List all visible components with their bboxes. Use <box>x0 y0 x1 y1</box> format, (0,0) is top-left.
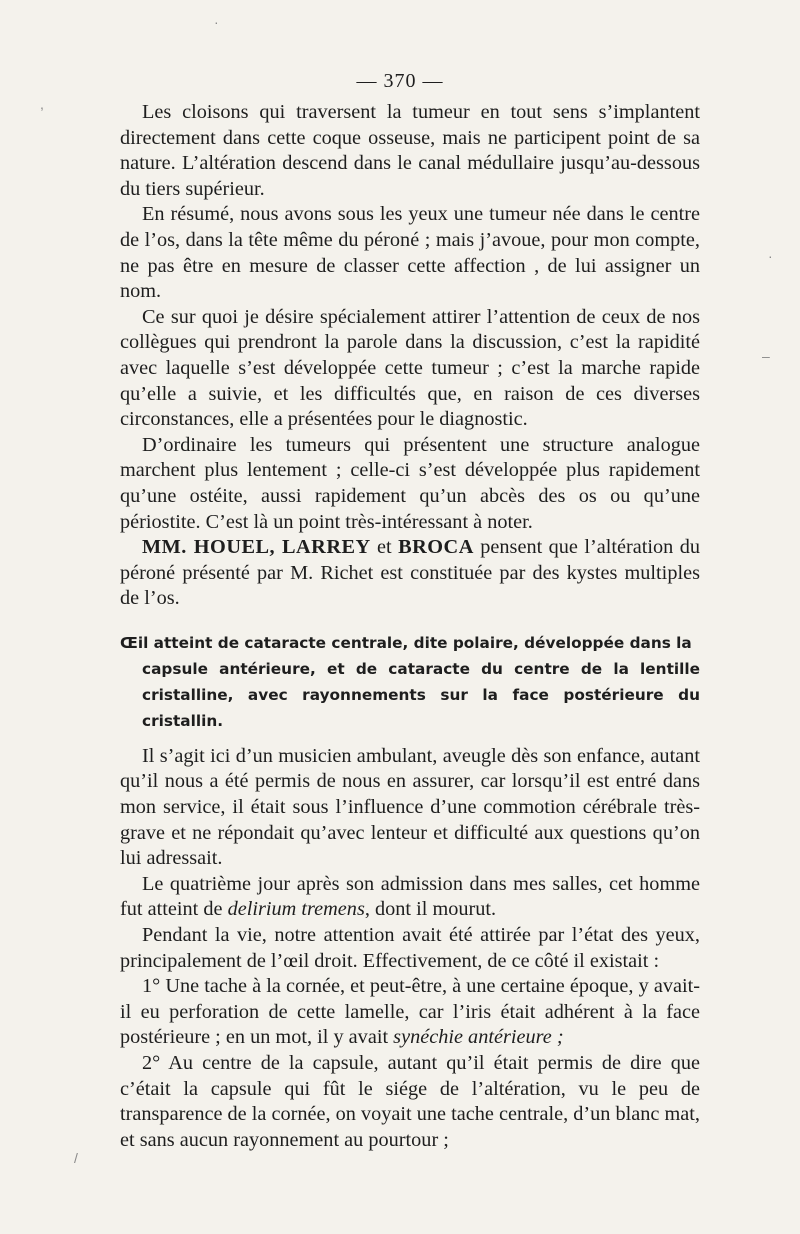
paragraph-item-2: 2° Au centre de la capsule, autant qu’il était permis de dire que c’était la capsule qui fût le siége de l’altération, vu le peu de transparence de la cornée, on voyait une tache centrale, d’un blanc mat, et sans aucun rayonnement au pourtour ; <box>120 1052 700 1151</box>
scan-speck: · <box>768 248 773 264</box>
paragraph-cloisons: Les cloisons qui traversent la tumeur en tout sens s’implantent directement dans cette coque osseuse, mais ne participent point de sa nature. L’altération descend dans le canal médullaire jusqu’au-dessous du tiers supérieur. <box>120 101 700 200</box>
names-rest: pensent que l’altération du péroné présenté par M. Richet est constituée par des kystes multiples de l’os. <box>120 536 700 610</box>
paragraph-ordinaire: D’ordinaire les tumeurs qui présentent une structure analogue marchent plus lentement ; celle-ci s’est développée plus rapidement qu’une ostéite, aussi rapidement qu’un abcès des os ou qu’une périostite. C’est là un point très-intéressant à noter. <box>120 433 700 533</box>
names-broca: BROCA <box>398 536 474 559</box>
section-heading-line2: capsule antérieure, et de cataracte du centre de la lentille cristalline, avec rayonnements sur la face postérieure du cristallin. <box>142 659 700 730</box>
paragraph-pendant-la-vie: Pendant la vie, notre attention avait été attirée par l’état des yeux, principalement de l’œil droit. Effectivement, de ce côté il existait : <box>120 924 700 972</box>
paragraph-names <box>120 535 700 612</box>
p6-before: Le quatrième jour après son admission dans mes salles, cet homme fut atteint de <box>120 872 700 921</box>
paragraph-resume: En résumé, nous avons sous les yeux une tumeur née dans le centre de l’os, dans la tête même du péroné ; mais j’avoue, pour mon compte, ne pas être en mesure de classer cette affection , de lui assigner un nom. <box>120 203 700 303</box>
section-heading <box>120 630 700 734</box>
paragraph-item-1 <box>120 974 700 1051</box>
paragraph-attention: Ce sur quoi je désire spécialement attirer l’attention de ceux de nos collègues qui prendront la parole dans la discussion, c’est la rapidité avec laquelle s’est développée cette tumeur ; c’est la marche rapide qu’elle a suivie, et les difficultés que, en raison de ces diverses circonstances, elle a présentées pour le diagnostic. <box>120 305 700 431</box>
p6-italic: delirium tremens <box>227 898 365 921</box>
p6-after: , dont il mourut. <box>364 898 497 921</box>
p8-italic: synéchie antérieure ; <box>393 1026 564 1049</box>
scan-speck: / <box>74 1150 78 1166</box>
paragraph-quatrieme-jour <box>120 872 700 923</box>
paragraph-musicien: Il s’agit ici d’un musicien ambulant, aveugle dès son enfance, autant qu’il nous a été permis de nous en assurer, car lorsqu’il est entré dans mon service, il était sous l’influence d’une commotion cérébrale très-grave et ne répondait qu’avec lenteur et difficulté aux questions qu’on lui adressait. <box>120 744 700 870</box>
names-houel-larrey: MM. HOUEL, LARREY <box>142 536 371 559</box>
names-connector: et <box>370 536 399 559</box>
section-heading-line1: Œil atteint de cataracte centrale, dite polaire, développée dans la <box>120 633 692 652</box>
page-body <box>120 100 700 1153</box>
page-number: — 370 — <box>356 70 444 92</box>
p8-before: 1° Une tache à la cornée, et peut-être, à une certaine époque, y avait-il eu perforation de cette lamelle, car l’iris était adhérent à la face postérieure ; en un mot, il y avait <box>120 975 700 1049</box>
scan-speck: , <box>40 96 44 112</box>
scan-mark: – <box>762 348 770 364</box>
scan-speck: · <box>214 14 219 30</box>
